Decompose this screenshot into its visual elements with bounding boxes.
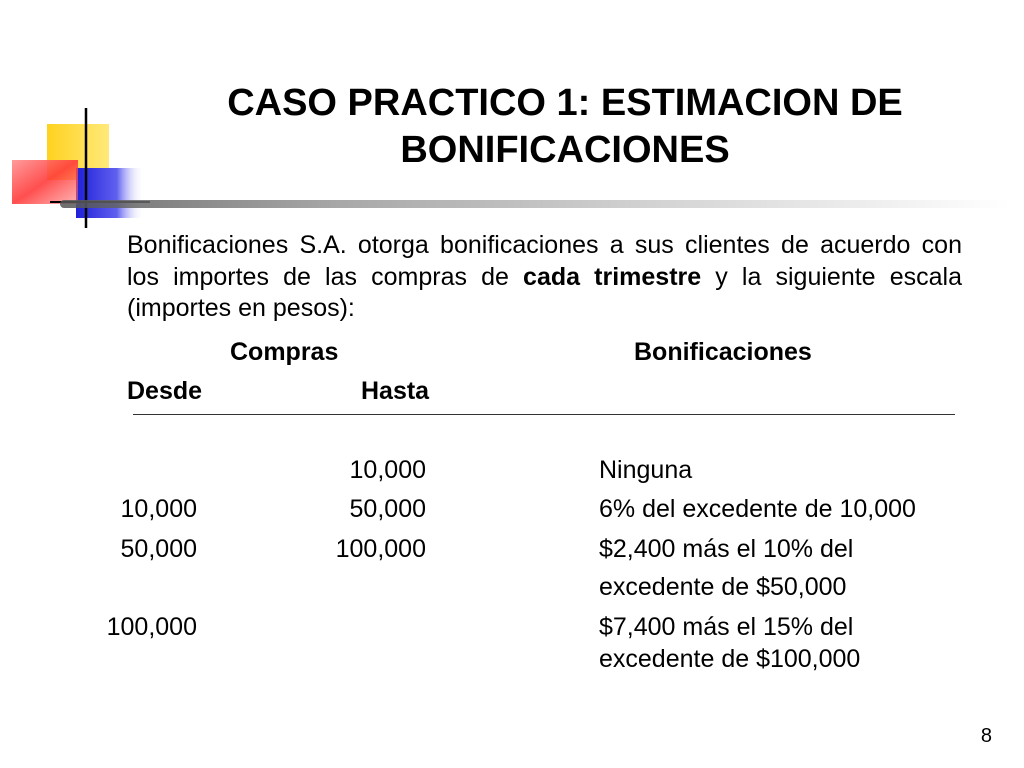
row3-bonificacion: $2,400 más el 10% del: [599, 535, 854, 563]
row1-bonificacion: Ninguna: [599, 456, 693, 484]
intro-paragraph: [127, 230, 962, 325]
row2-hasta: 50,000: [349, 495, 426, 523]
slide-title: [150, 80, 980, 174]
row3-hasta: 100,000: [335, 535, 426, 563]
intro-text-1: Bonificaciones S.A. otorga bonificaciones a sus clientes de acuerdo con los importes de las compras de: [127, 231, 962, 291]
title-line-1: CASO PRACTICO 1: ESTIMACION DE: [227, 82, 903, 124]
row2-bonificacion: 6% del excedente de 10,000: [599, 495, 916, 523]
title-underline: [60, 200, 1010, 208]
row4-desde: 100,000: [106, 613, 197, 641]
row2-desde: 10,000: [120, 495, 197, 523]
header-desde: Desde: [127, 377, 203, 405]
title-line-2: BONIFICACIONES: [400, 129, 730, 171]
row4-bonificacion-cont: excedente de $100,000: [599, 645, 861, 673]
row4-bonificacion: $7,400 más el 15% del: [599, 613, 854, 641]
header-bonificaciones: Bonificaciones: [634, 338, 812, 366]
header-hasta: Hasta: [361, 377, 430, 405]
red-square: [12, 160, 78, 204]
row3-desde: 50,000: [120, 535, 197, 563]
header-compras: Compras: [230, 338, 339, 366]
slide-number: 8: [980, 725, 992, 747]
row3-bonificacion-cont: excedente de $50,000: [599, 573, 847, 601]
intro-bold-text: cada trimestre: [523, 262, 702, 291]
table-header-divider: [133, 414, 955, 415]
row1-hasta: 10,000: [349, 456, 426, 484]
intro-text-2: y la siguiente escala (importes en pesos):: [127, 262, 962, 322]
